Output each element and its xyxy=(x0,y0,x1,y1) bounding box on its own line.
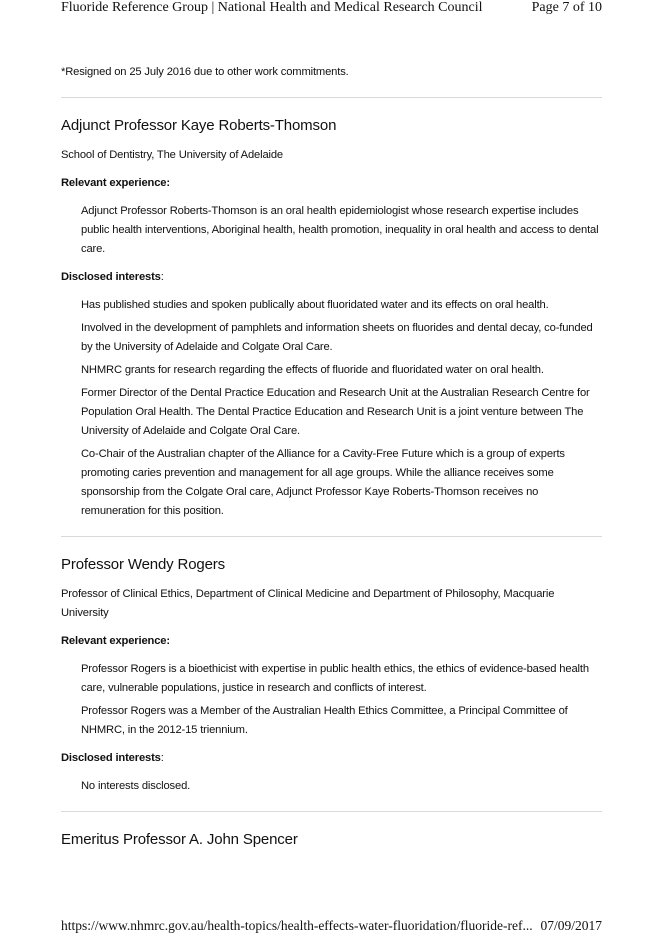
print-header xyxy=(61,0,602,20)
resignation-note: *Resigned on 25 July 2016 due to other work commitments. xyxy=(61,66,349,78)
page-number: Page 7 of 10 xyxy=(531,0,602,15)
member-spencer xyxy=(61,830,602,850)
member-name: Professor Wendy Rogers xyxy=(61,556,225,573)
interest-item: No interests disclosed. xyxy=(81,780,191,792)
experience-label: Relevant experience: xyxy=(61,635,170,647)
interest-item: NHMRC grants for research regarding the effects of fluoride and fluoridated water on oral health. xyxy=(81,364,544,376)
interest-item: Co-Chair of the Australian chapter of the Alliance for a Cavity-Free Future which is a group of experts promoting caries prevention and management for all age groups. While the alliance receives some sponsorship from the Colgate Oral care, Adjunct Professor Kaye Roberts-Thomson receives no remuneration for this position. xyxy=(81,448,565,517)
member-rogers xyxy=(61,555,602,796)
member-name: Emeritus Professor A. John Spencer xyxy=(61,831,298,848)
print-footer xyxy=(61,918,602,936)
experience-item: Professor Rogers was a Member of the Australian Health Ethics Committee, a Principal Committee of NHMRC, in the 2012-15 triennium. xyxy=(81,705,568,736)
experience-item: Professor Rogers is a bioethicist with expertise in public health ethics, the ethics of evidence-based health care, vulnerable populations, justice in research and conflicts of interest. xyxy=(81,663,589,694)
member-roberts-thomson xyxy=(61,116,602,521)
page-content xyxy=(61,57,602,850)
page-url: https://www.nhmrc.gov.au/health-topics/health-effects-water-fluoridation/fluoride-ref... xyxy=(61,918,533,933)
divider xyxy=(61,811,602,812)
member-affiliation: School of Dentistry, The University of Adelaide xyxy=(61,149,283,161)
interests-label: Disclosed interests: xyxy=(61,752,164,764)
print-date: 07/09/2017 xyxy=(540,918,602,933)
interest-item: Involved in the development of pamphlets and information sheets on fluorides and dental decay, co-funded by the University of Adelaide and Colgate Oral Care. xyxy=(81,322,593,353)
experience-item: Adjunct Professor Roberts-Thomson is an oral health epidemiologist whose research expertise includes public health interventions, Aboriginal health, health promotion, inequality in oral health and access to dental care. xyxy=(81,205,599,255)
divider xyxy=(61,536,602,537)
member-affiliation: Professor of Clinical Ethics, Department of Clinical Medicine and Department of Philosophy, Macquarie University xyxy=(61,588,555,619)
member-name: Adjunct Professor Kaye Roberts-Thomson xyxy=(61,117,337,134)
interest-item: Former Director of the Dental Practice Education and Research Unit at the Australian Research Centre for Population Oral Health. The Dental Practice Education and Research Unit is a joint venture between The University of Adelaide and Colgate Oral Care. xyxy=(81,387,590,437)
experience-label: Relevant experience: xyxy=(61,177,170,189)
divider xyxy=(61,97,602,98)
interests-label: Disclosed interests: xyxy=(61,271,164,283)
interest-item: Has published studies and spoken publically about fluoridated water and its effects on oral health. xyxy=(81,299,549,311)
header-title: Fluoride Reference Group | National Health and Medical Research Council xyxy=(61,0,483,15)
